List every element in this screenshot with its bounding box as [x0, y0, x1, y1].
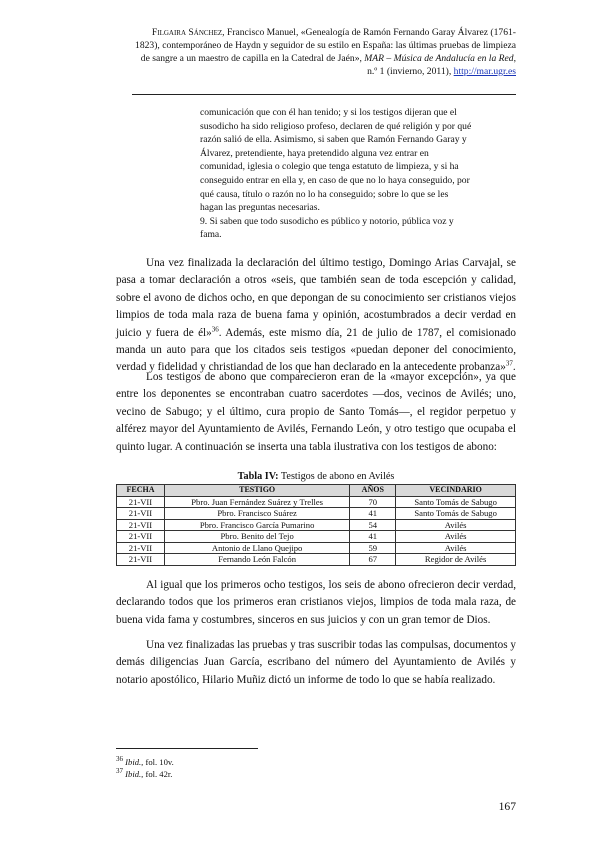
header-line-2: 1823), contemporáneo de Haydn y seguidor de su estilo en España: las últimas pruebas de limpieza: [135, 40, 516, 51]
table-row: [117, 554, 516, 566]
header-title-part-3: de sangre a un maestro de capilla en la Catedral de Jaén»,: [140, 53, 365, 64]
column-header-date: FECHA: [117, 485, 165, 497]
paragraph-4: [116, 637, 516, 689]
quote-line: Álvarez, pretendiente, haya pretendido alguna vez entrar en: [200, 147, 429, 159]
table-caption: [116, 471, 516, 482]
cell-witness: Antonio de Llano Quejipo: [164, 542, 349, 554]
header-divider: [132, 94, 516, 95]
cell-residence: Avilés: [396, 542, 516, 554]
cell-residence: Santo Tomás de Sabugo: [396, 496, 516, 508]
header-title-part-1: , Francisco Manuel, «Genealogía de Ramón Fernando Garay Álvarez (1761-: [222, 27, 516, 38]
footnote-ref: , fol. 10v.: [141, 757, 174, 767]
paragraph-2-text: Los testigos de abono que comparecieron eran de la «mayor excepción», ya que entre los deponentes se encontraban cuatro sacerdotes —dos, vecinos de Avilés; uno, vecino de Sabugo; y el último, cura propio de Santo Tomás—, el regidor perpetuo y alférez mayor del Ayuntamiento de Avilés, Fernando León, y otro testigo que ocupaba el quinto lugar. A continuación se inserta una tabla ilustrativa con los testigos de abono:: [116, 371, 516, 453]
quote-line: razón salió de ella. Asimismo, si saben que Ramón Fernando Garay y: [200, 134, 467, 146]
cell-witness: Fernando León Falcón: [164, 554, 349, 566]
table-row: [117, 496, 516, 508]
paragraph-3: [116, 577, 516, 629]
cell-residence: Avilés: [396, 519, 516, 531]
footnote-number: 36: [116, 755, 123, 764]
cell-witness: Pbro. Benito del Tejo: [164, 531, 349, 543]
paragraph-1-part-c: .: [512, 361, 516, 374]
cell-residence: Regidor de Avilés: [396, 554, 516, 566]
cell-age: 70: [350, 496, 396, 508]
cell-age: 67: [350, 554, 396, 566]
paragraph-1: [116, 255, 516, 377]
header-author: Filgaira Sánchez: [151, 27, 223, 38]
paragraph-1-text: [116, 255, 516, 377]
table-row: [117, 542, 516, 554]
cell-date: 21-VII: [117, 542, 165, 554]
cell-age: 41: [350, 508, 396, 520]
footnote-number: 37: [116, 767, 123, 776]
cell-date: 21-VII: [117, 531, 165, 543]
paragraph-1-part-a: Una vez finalizada la declaración del último testigo, Domingo Arias Carvajal, se pasa a tomar declaración a otros «seis, que también sean de toda escepción y calidad, sobre el avono de dichos ocho, en que depongan de su conocimiento ser cristianos viejos limpios de toda mala raza de buena fama y opinión, acostumbrados a decir verdad en juicio y fuera de él»: [116, 257, 516, 339]
table-header-row: [117, 485, 516, 497]
witness-table: [116, 484, 516, 566]
header-link[interactable]: http://mar.ugr.es: [453, 66, 516, 77]
footnote-37: [116, 768, 174, 780]
footnotes: [116, 756, 174, 780]
cell-date: 21-VII: [117, 519, 165, 531]
cell-age: 54: [350, 519, 396, 531]
quote-line: hagan las preguntas necesarias.: [200, 202, 320, 214]
header-line-3: [110, 52, 516, 65]
cell-date: 21-VII: [117, 554, 165, 566]
page-number: 167: [498, 800, 516, 813]
column-header-residence: VECINDARIO: [396, 485, 516, 497]
quote-line: fama.: [200, 229, 222, 241]
cell-residence: Santo Tomás de Sabugo: [396, 508, 516, 520]
cell-residence: Avilés: [396, 531, 516, 543]
header-issue: n.º 1 (invierno, 2011),: [367, 66, 454, 77]
quote-line: conseguido entrar en ella y, en caso de que no lo haya conseguido, por: [200, 174, 470, 186]
paragraph-1-part-b: . Además, este mismo día, 21 de julio de 1787, el comisionado manda un auto para que los citados seis testigos «puedan deponer del conocimiento, verdad y fidelidad y christiandad de los que han declarado en la antecedente probanza»: [116, 326, 516, 374]
cell-date: 21-VII: [117, 508, 165, 520]
table-caption-label: Tabla IV:: [237, 471, 279, 482]
header-comma: ,: [513, 53, 516, 64]
footnote-ref-37[interactable]: 37: [505, 359, 513, 368]
header-journal: MAR – Música de Andalucía en la Red: [364, 53, 514, 64]
cell-witness: Pbro. Francisco García Pumarino: [164, 519, 349, 531]
footnote-ref-36[interactable]: 36: [211, 324, 219, 333]
footnote-ibid: Ibid.: [125, 769, 142, 779]
paragraph-3-text: Al igual que los primeros ocho testigos, los seis de abono ofrecieron decir verdad, declarando todos que los primeros eran cristianos viejos, limpios de toda mala raza, de buena vida fama y costumbres, sinceros en sus juicios y con un gran temor de Dios.: [116, 579, 516, 626]
running-header: [110, 26, 516, 78]
table-row: [117, 519, 516, 531]
quote-line: comunidad, iglesia o colegio que tenga estatuto de limpieza, y si ha: [200, 161, 459, 173]
header-line-4: [110, 65, 516, 78]
paragraph-2: [116, 369, 516, 456]
table-row: [117, 531, 516, 543]
footnote-ibid: Ibid.: [125, 757, 142, 767]
quote-line: comunicación que con él han tenido; y si los testigos dijeran que el: [200, 107, 457, 118]
table-row: [117, 508, 516, 520]
cell-age: 59: [350, 542, 396, 554]
footnote-ref: , fol. 42r.: [141, 769, 173, 779]
paragraph-4-text: Una vez finalizadas las pruebas y tras suscribir todas las compulsas, documentos y demás diligencias Juan García, escribano del número del Ayuntamiento de Avilés y notario apostólico, Hilario Muñiz dictó un informe de todo lo que se había realizado.: [116, 639, 516, 686]
footnote-36: [116, 756, 174, 768]
quote-line: susodicho ha sido religioso profeso, declaren de qué religión y por qué: [200, 120, 472, 132]
header-line-1: [110, 26, 516, 39]
block-quote: [200, 106, 516, 242]
cell-date: 21-VII: [117, 496, 165, 508]
cell-witness: Pbro. Juan Fernández Suárez y Trelles: [164, 496, 349, 508]
cell-witness: Pbro. Francisco Suárez: [164, 508, 349, 520]
quote-line: 9. Si saben que todo susodicho es público y notorio, pública voz y: [200, 215, 454, 227]
column-header-age: AÑOS: [350, 485, 396, 497]
footnote-divider: [116, 748, 258, 749]
cell-age: 41: [350, 531, 396, 543]
table-caption-text: Testigos de abono en Avilés: [278, 471, 395, 482]
column-header-witness: TESTIGO: [164, 485, 349, 497]
quote-line: qué causa, título o razón no lo ha conseguido; sobre lo que se les: [200, 188, 449, 200]
